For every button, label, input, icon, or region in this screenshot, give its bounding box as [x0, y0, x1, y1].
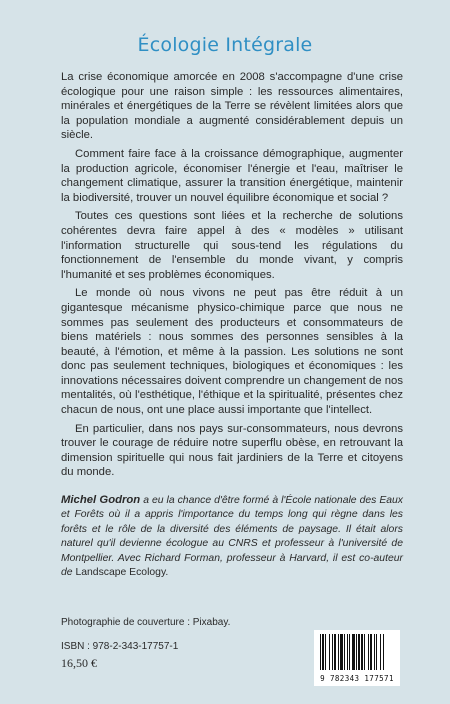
barcode-bar: [376, 634, 377, 670]
barcode-bar: [370, 634, 372, 670]
barcode-number: 9 782343 177571: [320, 674, 394, 683]
cover-photo-credit: Photographie de couverture : Pixabay.: [61, 617, 231, 628]
summary-paragraph-5: En particulier, dans nos pays sur-consommateurs, nous devrons trouver le courage de réduire notre superflu obèse, en retrouvant la dimension spirituelle qui nous fait jardiniers de la Terre et citoyens du monde.: [61, 422, 403, 479]
author-bio-text: a eu la chance d'être formé à l'École nationale des Eaux et Forêts où il a appris l'importance du temps long qui règne dans les forêts et le rôle de la diversité des éléments de paysage. Il était alors naturel qu'il devienne écologue au CNRS et professeur à l'université de Montpellier. Avec Richard Forman, professeur à Harvard, il est co-auteur de: [61, 495, 403, 579]
summary-paragraph-4: Le monde où nous vivons ne peut pas être réduit à un gigantesque mécanisme physico-chimique parce que nous ne sommes pas seulement des producteurs et consommateurs de biens matériels : nous sommes des personnes sensibles à la beauté, à l'émotion, et même à la passion. Les solutions ne sont donc pas seulement techniques, biologiques et économiques : les innovations nécessaires doivent comprendre un changement de nos mentalités, où l'esthétique, l'éthique et la spiritualité, présentes chez chacun de nous, ont une place aussi importante que l'intellect.: [61, 287, 403, 417]
barcode-bar: [338, 634, 339, 670]
barcode-bar: [349, 634, 350, 670]
barcode-bar: [332, 634, 333, 670]
barcode-bar: [325, 634, 326, 670]
price: 16,50 €: [61, 656, 97, 670]
barcode-bar: [364, 634, 365, 670]
barcode-bar: [368, 634, 369, 670]
barcode-bar: [329, 634, 330, 670]
barcode-bar: [322, 634, 324, 670]
book-title: Écologie Intégrale: [137, 34, 313, 56]
author-name: Michel Godron: [61, 494, 141, 506]
barcode-bar: [347, 634, 348, 670]
summary-paragraph-2: Comment faire face à la croissance démographique, augmenter la production agricole, économiser l'énergie et l'eau, maîtriser le changement climatique, assurer la transition énergétique, maintenir la biodiversité, trouver un nouvel équilibre économique et social ?: [61, 147, 403, 204]
author-book-title: Landscape Ecology.: [75, 567, 169, 579]
barcode-bar: [344, 634, 345, 670]
author-bio: [61, 493, 403, 580]
summary-paragraph-3: Toutes ces questions sont liées et la recherche de solutions cohérentes devra faire appel à des « modèles » utilisant l'information structurelle qui sous-tend les régulations du fonctionnement de l'ensemble du monde vivant, y compris l'humanité et ses problèmes économiques.: [61, 210, 403, 281]
barcode: [314, 630, 400, 686]
back-cover-summary: [61, 70, 403, 484]
barcode-bar: [358, 634, 360, 670]
isbn: ISBN : 978-2-343-17757-1: [61, 641, 179, 652]
barcode-bar: [356, 634, 357, 670]
barcode-bar: [361, 634, 363, 670]
barcode-bar: [340, 634, 343, 670]
barcode-bar: [374, 634, 375, 670]
barcode-bar: [334, 634, 336, 670]
barcode-bar: [380, 634, 381, 670]
barcode-bars: [318, 634, 396, 674]
barcode-bar: [383, 634, 384, 670]
barcode-bar: [320, 634, 321, 670]
barcode-bar: [352, 634, 355, 670]
summary-paragraph-1: La crise économique amorcée en 2008 s'accompagne d'une crise écologique pour une raison simple : les ressources alimentaires, minérales et énergétiques de la Terre se révèlent limitées alors que la population mondiale a augmenté considérablement depuis un siècle.: [61, 71, 403, 142]
